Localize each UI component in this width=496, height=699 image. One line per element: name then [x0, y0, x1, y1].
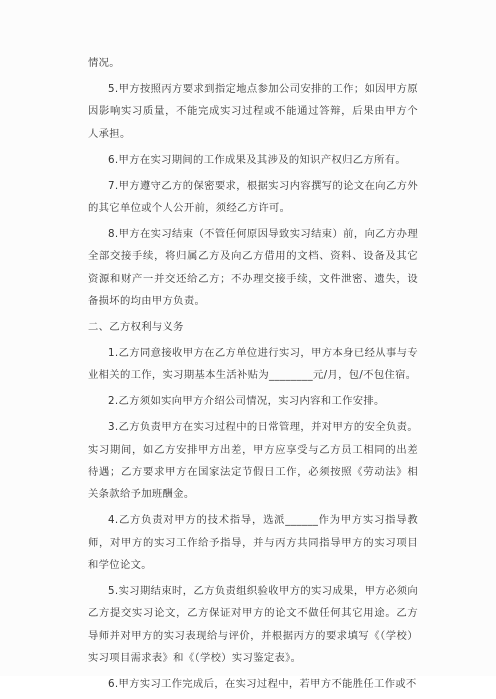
paragraph-clause-b2: 2.乙方须如实向甲方介绍公司情况，实习内容和工作安排。 — [108, 395, 385, 408]
section-heading-party-b: 二、乙方权利与义务 — [88, 320, 184, 333]
paragraph-clause-b6: 6.甲方实习工作完成后，在实习过程中，若甲方不能胜任工作或不 — [108, 678, 417, 691]
paragraph-situation: 情况。 — [88, 57, 120, 69]
paragraph-clause-a8: 8.甲方在实习结束（不管任何原因导致实习结束）前，向乙方办理全部交接手续，将归属乙方及向乙方借用的文档、资料、设备及其它资源和财产一并交还给乙方；不办理交接手续，文件泄密、遗失，设备损坏的均由甲方负责。 — [88, 227, 418, 308]
document-body — [88, 52, 418, 699]
paragraph-clause-b5: 5.实习期结束时，乙方负责组织验收甲方的实习成果，甲方必须向乙方提交实习论文，乙方保证对甲方的论文不做任何其它用途。乙方导师并对甲方的实习表现给与评价，并根据丙方的要求填写《（学校）实习项目需求表》和《（学校）实习鉴定表》。 — [88, 584, 418, 665]
paragraph-clause-a6: 6.甲方在实习期间的工作成果及其涉及的知识产权归乙方所有。 — [108, 153, 406, 166]
paragraph-clause-b3: 3.乙方负责甲方在实习过程中的日常管理，并对甲方的安全负责。实习期间，如乙方安排甲方出差，甲方应享受与乙方员工相同的出差待遇；乙方要求甲方在国家法定节假日工作，必须按照《劳动法》相关条款给予加班酬金。 — [88, 421, 418, 501]
paragraph-clause-b4: 4.乙方负责对甲方的技术指导，选派______作为甲方实习指导教师，对甲方的实习工作给予指导，并与丙方共同指导甲方的实习项目和学位论文。 — [88, 514, 418, 572]
paragraph-clause-a5: 5.甲方按照丙方要求到指定地点参加公司安排的工作；如因甲方原因影响实习质量，不能完成实习过程或不能通过答辩，后果由甲方个人承担。 — [88, 82, 418, 140]
paragraph-clause-b1: 1.乙方同意接收甲方在乙方单位进行实习，甲方本身已经从事与专业相关的工作，实习期基本生活补贴为________元/月，包/不包住宿。 — [88, 346, 418, 382]
paragraph-clause-a7: 7.甲方遵守乙方的保密要求，根据实习内容撰写的论文在向乙方外的其它单位或个人公开前，须经乙方许可。 — [88, 179, 418, 214]
